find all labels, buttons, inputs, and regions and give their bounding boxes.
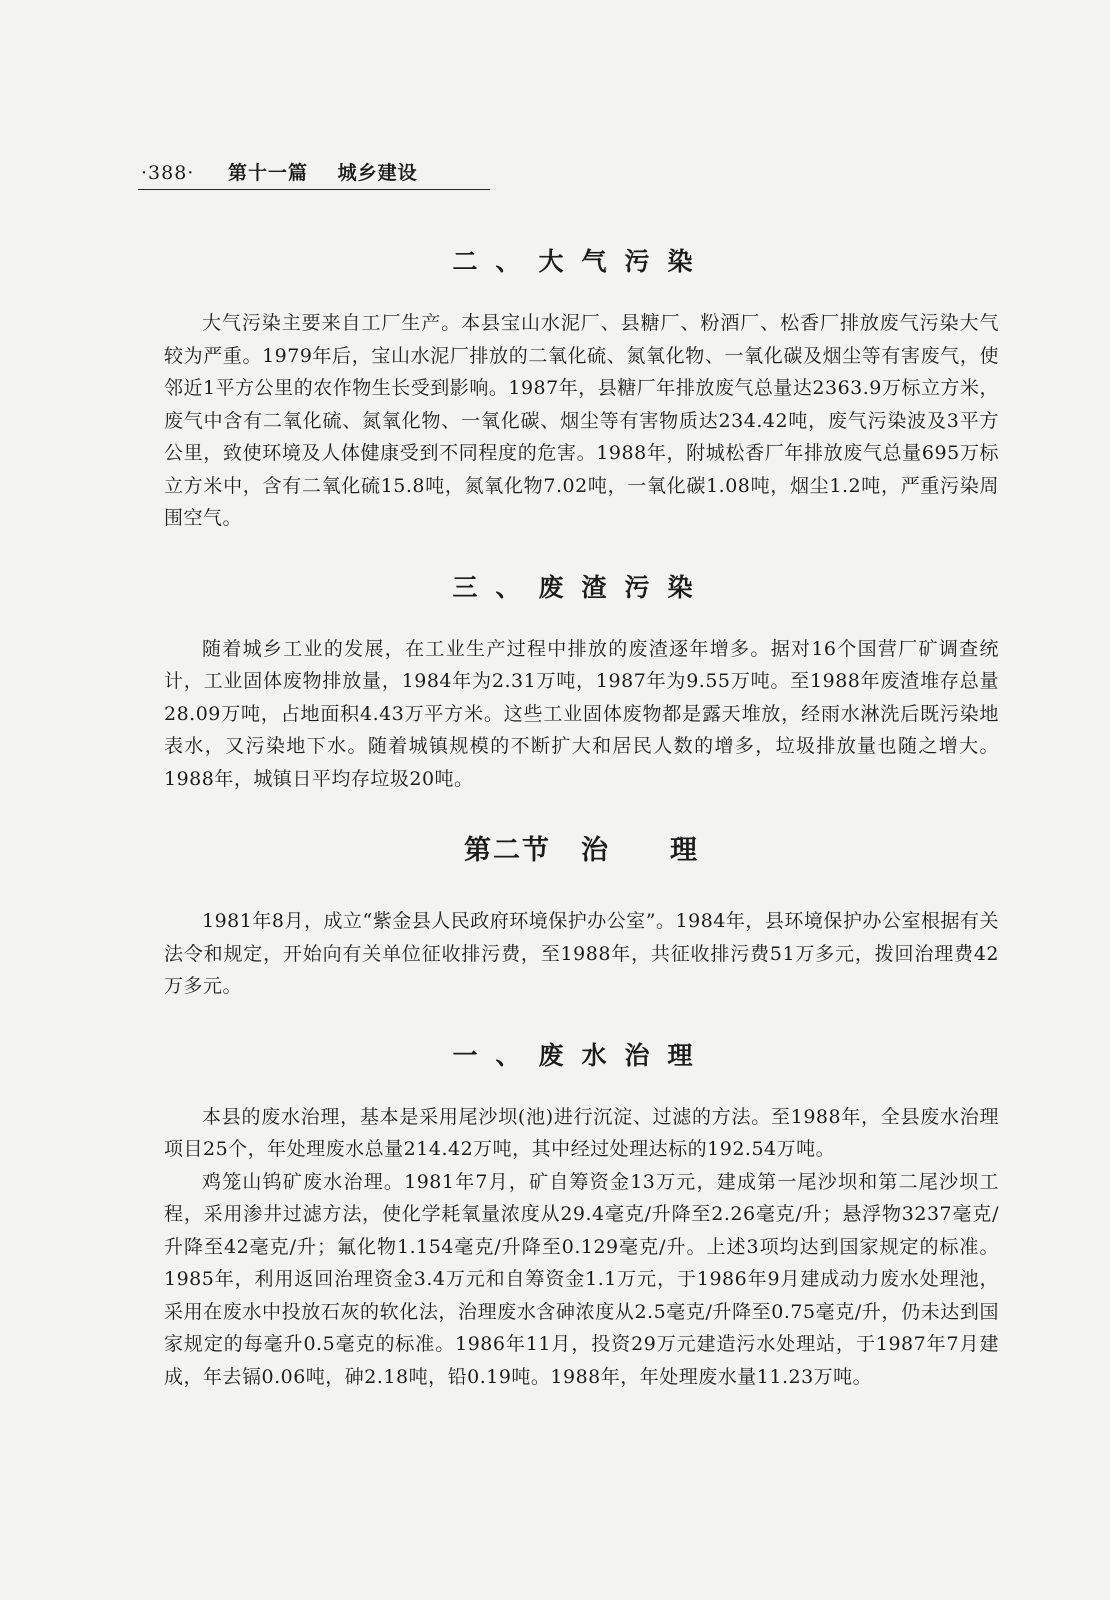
running-header xyxy=(141,158,418,185)
chapter-title-part1: 第二节 xyxy=(464,835,551,866)
section-title-wastewater: 一、废水治理 xyxy=(452,1040,711,1070)
paragraph: 1981年8月，成立“紫金县人民政府环境保护办公室”。1984年，县环境保护办公室根据有关法令和规定，开始向有关单位征收排污费，至1988年，共征收排污费51万多元，拨回治理费42万多元。 xyxy=(164,910,999,997)
section-title-residue: 三、废渣污染 xyxy=(452,572,711,602)
header-rule xyxy=(138,189,490,190)
page-number: ·388· xyxy=(141,162,195,184)
section-title-air: 二、大气污染 xyxy=(452,247,711,276)
part-label: 第十一篇 xyxy=(227,162,308,184)
page-content xyxy=(164,233,999,1393)
paragraph: 本县的废水治理，基本是采用尾沙坝(池)进行沉淀、过滤的方法。至1988年，全县废水治理项目25个，年处理废水总量214.42万吨，其中经过处理达标的192.54万吨。 xyxy=(164,1105,999,1160)
paragraph: 大气污染主要来自工厂生产。本县宝山水泥厂、县糖厂、粉酒厂、松香厂排放废气污染大气较为严重。1979年后，宝山水泥厂排放的二氧化硫、氮氧化物、一氧化碳及烟尘等有害废气，使邻近1平方公里的农作物生长受到影响。1987年，县糖厂年排放废气总量达2363.9万标立方米，废气中含有二氧化硫、氮氧化物、一氧化碳、烟尘等有害物质达234.42吨，废气污染波及3平方公里，致使环境及人体健康受到不同程度的危害。1988年，附城松香厂年排放废气总量695万标立方米中，含有二氧化硫15.8吨，氮氧化物7.02吨，一氧化碳1.08吨，烟尘1.2吨，严重污染周围空气。 xyxy=(164,312,999,529)
paragraph: 鸡笼山钨矿废水治理。1981年7月，矿自筹资金13万元，建成第一尾沙坝和第二尾沙坝工程，采用渗井过滤方法，使化学耗氧量浓度从29.4毫克/升降至2.26毫克/升；悬浮物3237毫克/升降至42毫克/升；氟化物1.154毫克/升降至0.129毫克/升。上述3项均达到国家规定的标准。1985年，利用返回治理资金3.4万元和自筹资金1.1万元，于1986年9月建成动力废水处理池，采用在废水中投放石灰的软化法，治理废水含砷浓度从2.5毫克/升降至0.75毫克/升，仍未达到国家规定的每毫升0.5毫克的标准。1986年11月，投资29万元建造污水处理站，于1987年7月建成，年去镉0.06吨，砷2.18吨，铅0.19吨。1988年，年处理废水量11.23万吨。 xyxy=(164,1170,999,1388)
chapter-title-part3: 理 xyxy=(670,835,699,866)
chapter-title xyxy=(164,819,999,905)
chapter-title-part2: 治 xyxy=(581,835,610,866)
part-title: 城乡建设 xyxy=(337,162,418,184)
paragraph: 随着城乡工业的发展，在工业生产过程中排放的废渣逐年增多。据对16个国营厂矿调查统计，工业固体废物排放量，1984年为2.31万吨，1987年为9.55万吨。至1988年废渣堆存总量28.09万吨，占地面积4.43万平方米。这些工业固体废物都是露天堆放，经雨水淋洗后既污染地表水，又污染地下水。随着城镇规模的不断扩大和居民人数的增多，垃圾排放量也随之增大。1988年，城镇日平均存垃圾20吨。 xyxy=(164,637,999,790)
